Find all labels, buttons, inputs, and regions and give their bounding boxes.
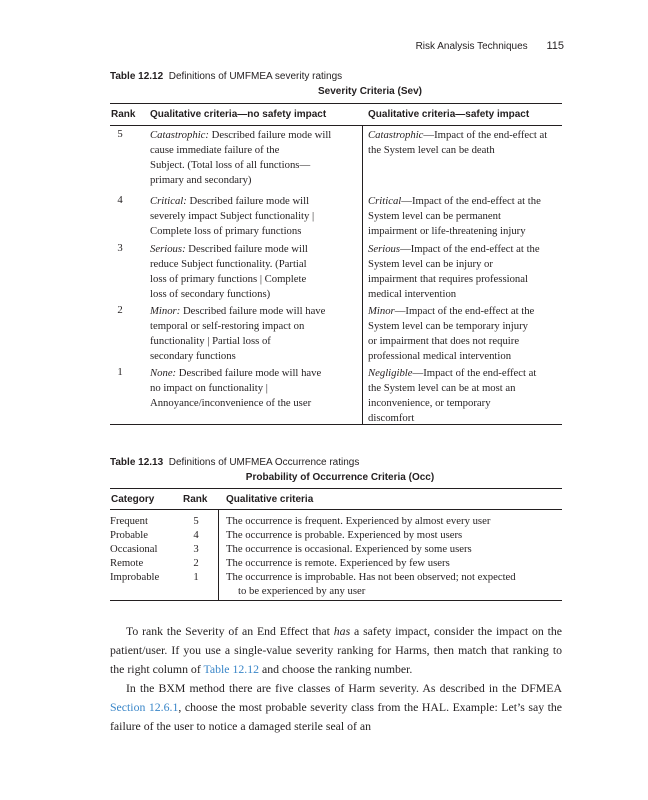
criteria-cell: The occurrence is frequent. Experienced by almost every user [226, 515, 491, 527]
criteria-cell: The occurrence is improbable. Has not been observed; not expected [226, 571, 516, 583]
body-paragraph: In the BXM method there are five classes of Harm severity. As described in the DFMEA Section 12.6.1, choose the most probable severity class from the HAL. Example: Let’s say the failure of the user to notice a damaged sterile seal of an [110, 681, 563, 733]
col-header-rank: Rank [111, 109, 136, 120]
criteria-cell: The occurrence is remote. Experienced by few users [226, 557, 450, 569]
category-cell: Improbable [110, 571, 160, 583]
severity-term: Catastrophic: [150, 129, 209, 141]
table-header-rule [110, 125, 562, 126]
category-cell: Frequent [110, 515, 148, 527]
column-divider [218, 510, 219, 600]
rank-cell: 2 [193, 557, 199, 569]
severity-term: Critical: [150, 195, 187, 207]
severity-term: Negligible [368, 367, 413, 379]
col-header-category: Category [111, 494, 155, 505]
no-safety-criteria: Critical: Described failure mode will severely impact Subject functionality | Complete loss of primary functions [150, 195, 315, 237]
severity-term: Minor: [150, 305, 181, 317]
no-safety-criteria: Catastrophic: Described failure mode will cause immediate failure of the Subject. (Total loss of all functions— primary and secondary) [150, 129, 332, 186]
table-label: Table 12.13 [110, 457, 164, 468]
col-header-criteria: Qualitative criteria [226, 494, 314, 505]
safety-criteria: Serious—Impact of the end-effect at the System level can be injury or impairment that requires professional medical intervention [368, 243, 540, 300]
severity-term: Serious: [150, 243, 186, 255]
category-cell: Remote [110, 557, 144, 569]
rank-value: 2 [117, 304, 123, 316]
table-12-13-title: Probability of Occurrence Criteria (Occ) [245, 472, 435, 483]
table-12-12-caption [110, 71, 342, 82]
table-12-12-title: Severity Criteria (Sev) [318, 86, 422, 97]
safety-criteria: Minor—Impact of the end-effect at the System level can be temporary injury or impairment that does not require professional medical intervention [368, 305, 535, 362]
col-header-rank: Rank [183, 494, 208, 505]
safety-criteria: Critical—Impact of the end-effect at the System level can be permanent impairment or life-threatening injury [368, 195, 541, 237]
rank-cell: 1 [193, 571, 199, 583]
severity-term: Serious [368, 243, 401, 255]
safety-criteria: Negligible—Impact of the end-effect at the System level can be at most an inconvenience, or temporary discomfort [368, 367, 537, 424]
no-safety-criteria: Minor: Described failure mode will have temporal or self-restoring impact on functionality | Partial loss of secondary functions [150, 305, 326, 362]
criteria-cell-continued: to be experienced by any user [238, 585, 366, 597]
table-caption-text: Definitions of UMFMEA Occurrence ratings [168, 457, 360, 468]
rank-cell: 5 [193, 515, 199, 527]
rank-value: 3 [117, 242, 123, 254]
safety-criteria: Catastrophic—Impact of the end-effect at the System level can be death [368, 129, 548, 156]
column-divider [362, 126, 363, 424]
page-number: 115 [546, 40, 564, 52]
table-caption-text: Definitions of UMFMEA severity ratings [168, 71, 343, 82]
rank-value: 4 [117, 194, 123, 206]
no-safety-criteria: Serious: Described failure mode will reduce Subject functionality. (Partial loss of primary functions | Complete loss of secondary functions) [150, 243, 308, 300]
section-12-6-1-link[interactable]: Section 12.6.1 [110, 700, 179, 714]
rank-cell: 3 [193, 543, 199, 555]
rank-cell: 4 [193, 529, 199, 541]
table-label: Table 12.12 [110, 71, 164, 82]
rank-value: 1 [117, 366, 123, 378]
table-header-rule [110, 509, 562, 510]
table-12-13-caption [110, 457, 359, 468]
severity-term: Catastrophic [368, 129, 424, 141]
table-12-12-link[interactable]: Table 12.12 [203, 662, 260, 676]
table-bottom-rule [110, 600, 562, 601]
body-paragraph: To rank the Severity of an End Effect that has a safety impact, consider the impact on the patient/user. If you use a single-value severity ranking for Harms, then match that ranking to the right column of Table 12.12 and choose the ranking number. [110, 624, 562, 676]
criteria-cell: The occurrence is probable. Experienced by most users [226, 529, 463, 541]
severity-term: None: [150, 367, 177, 379]
table-top-rule [110, 488, 562, 489]
severity-term: Minor [368, 305, 395, 317]
table-top-rule [110, 103, 562, 104]
category-cell: Probable [110, 529, 148, 541]
emphasis-text: has [333, 624, 351, 638]
no-safety-criteria: None: Described failure mode will have no impact on functionality | Annoyance/inconvenience of the user [150, 367, 322, 409]
col-header-no-safety: Qualitative criteria—no safety impact [150, 109, 327, 120]
criteria-cell: The occurrence is occasional. Experienced by some users [226, 543, 472, 555]
running-header [416, 40, 564, 52]
rank-value: 5 [117, 128, 123, 140]
severity-term: Critical [368, 195, 402, 207]
table-bottom-rule [110, 424, 562, 425]
col-header-safety: Qualitative criteria—safety impact [368, 109, 530, 120]
category-cell: Occasional [110, 543, 158, 555]
running-title: Risk Analysis Techniques [415, 41, 528, 52]
